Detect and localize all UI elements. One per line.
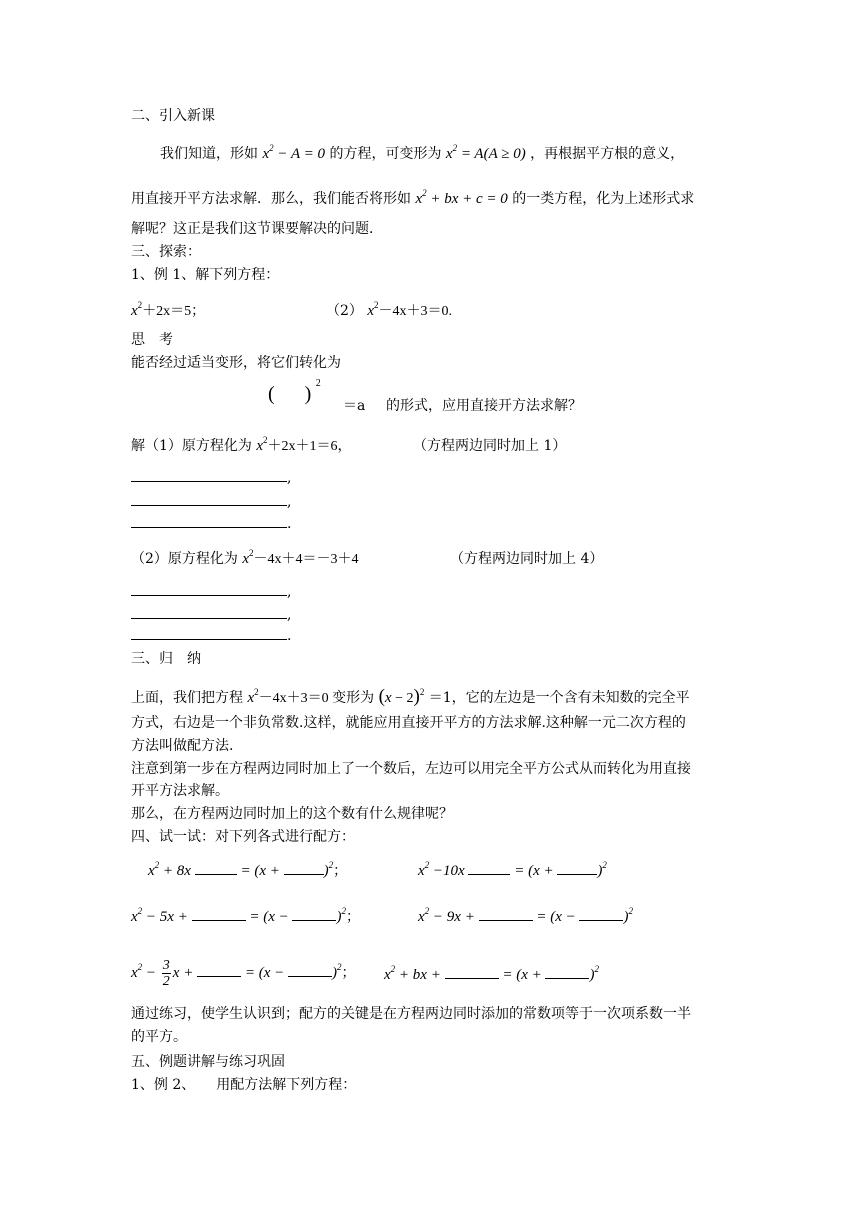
summary-line-5: 开平方法求解。 [131,783,229,799]
equation-square: $(x - 2)^2$ [378,686,425,707]
text: 的一类方程，化为上述形式求 [512,191,695,207]
think-heading: 思 考 [131,332,173,348]
text: 的方程，可变形为 [329,146,442,162]
intro-line-1 [160,145,684,163]
solution-1 [131,437,352,456]
exercise-2: $x^2 -10x = (x + )^2$ [418,860,607,879]
equation: $x^2+2x=5$； [131,300,206,319]
text: 用直接开平方法求解．那么，我们能否将形如 [131,191,411,207]
square-form-rhs: ＝a [343,398,366,414]
summary-line-1 [131,688,690,708]
section-heading-try: 四、试一试：对下列各式进行配方： [131,829,355,845]
example-1-equation-1 [131,302,205,321]
exercise-5: $x^2$ − $\frac{3}{2}$ x + = $(x - )^2$； [131,958,356,989]
fraction: $\frac{3}{2}$ [162,958,170,989]
exercise-4: $x^2 - 9x$ + = $(x - )^2$ [418,906,633,925]
practice-summary-line-2: 的平方。 [131,1029,187,1045]
equation: $x^2-4x+3=0$ 变形为 [247,687,375,706]
practice-summary-line-1: 通过练习，使学生认识到；配方的关键是在方程两边同时添加的常数项等于一次项系数一半 [131,1006,691,1022]
solution-2-note: （方程两边同时加上 4） [450,551,604,567]
summary-line-4: 注意到第一步在方程两边同时加上了一个数后，左边可以用完全平方公式从而转化为用直接 [131,761,691,777]
equation: $x^2-4x+3=0$. [367,300,453,319]
think-question: 能否经过适当变形，将它们转化为 [131,355,341,371]
intro-line-3: 解呢？这正是我们这节课要解决的问题． [131,221,383,237]
exercise-3: $x^2 - 5x$ + = $(x - )^2$； [131,906,360,925]
intro-line-2 [131,190,694,208]
square-form-text: 的形式，应用直接开方法求解？ [386,398,582,414]
summary-line-6: 那么，在方程两边同时加上的这个数有什么规律呢？ [131,806,453,822]
answer-blank[interactable]: . [131,627,291,645]
answer-blank[interactable]: , [131,583,291,601]
summary-line-2: 方式，右边是一个非负常数.这样，就能应用直接开平方的方法求解.这种解一元二次方程的 [131,715,686,731]
section-heading-examples: 五、例题讲解与练习巩固 [131,1054,285,1070]
answer-blank[interactable]: , [131,606,291,624]
equation-x2-minus-a: $x^2 - A = 0$ [262,143,325,162]
answer-blank[interactable]: , [131,493,291,511]
example-2-title: 1、例 2、 用配方法解下列方程： [131,1077,357,1093]
text: 上面，我们把方程 [131,690,243,706]
answer-blank[interactable]: , [131,469,291,487]
section-heading-summary: 三、归 纳 [131,651,201,667]
section-heading-intro: 二、引入新课 [131,108,215,124]
square-form: ( ) $^2$ [268,378,321,405]
text: （2）原方程化为 [131,551,238,567]
text: 解（1）原方程化为 [131,438,252,454]
text: 我们知道，形如 [160,146,258,162]
equation-x2-equals-a: $x^2 = A(A \ge 0)$ [445,143,526,162]
section-heading-explore: 三、探索： [131,244,201,260]
empty-parentheses: ( ) [268,383,312,405]
summary-line-3: 方法叫做配方法. [131,738,234,754]
equation: $x^2-4x+4=-3+4$ [242,548,359,567]
solution-2 [131,550,359,569]
example-1-equation-2 [326,302,452,321]
equation: $x^2+2x+1=6$， [256,435,352,454]
solution-1-note: （方程两边同时加上 1） [413,438,567,454]
answer-blank[interactable]: . [131,515,291,533]
exercise-6: $x^2$ + bx + = $(x + )^2$ [384,964,599,983]
text: ＝1，它的左边是一个含有未知数的完全平 [428,690,690,706]
exercise-1: $x^2 + 8x = (x + )^2$； [148,860,348,879]
text: ，再根据平方根的意义， [530,146,685,162]
label: （2） [326,303,363,319]
example-1-title: 1、例 1、解下列方程： [131,267,280,283]
equation-general-quadratic: $x^2$ + bx + c = 0 [415,188,508,207]
